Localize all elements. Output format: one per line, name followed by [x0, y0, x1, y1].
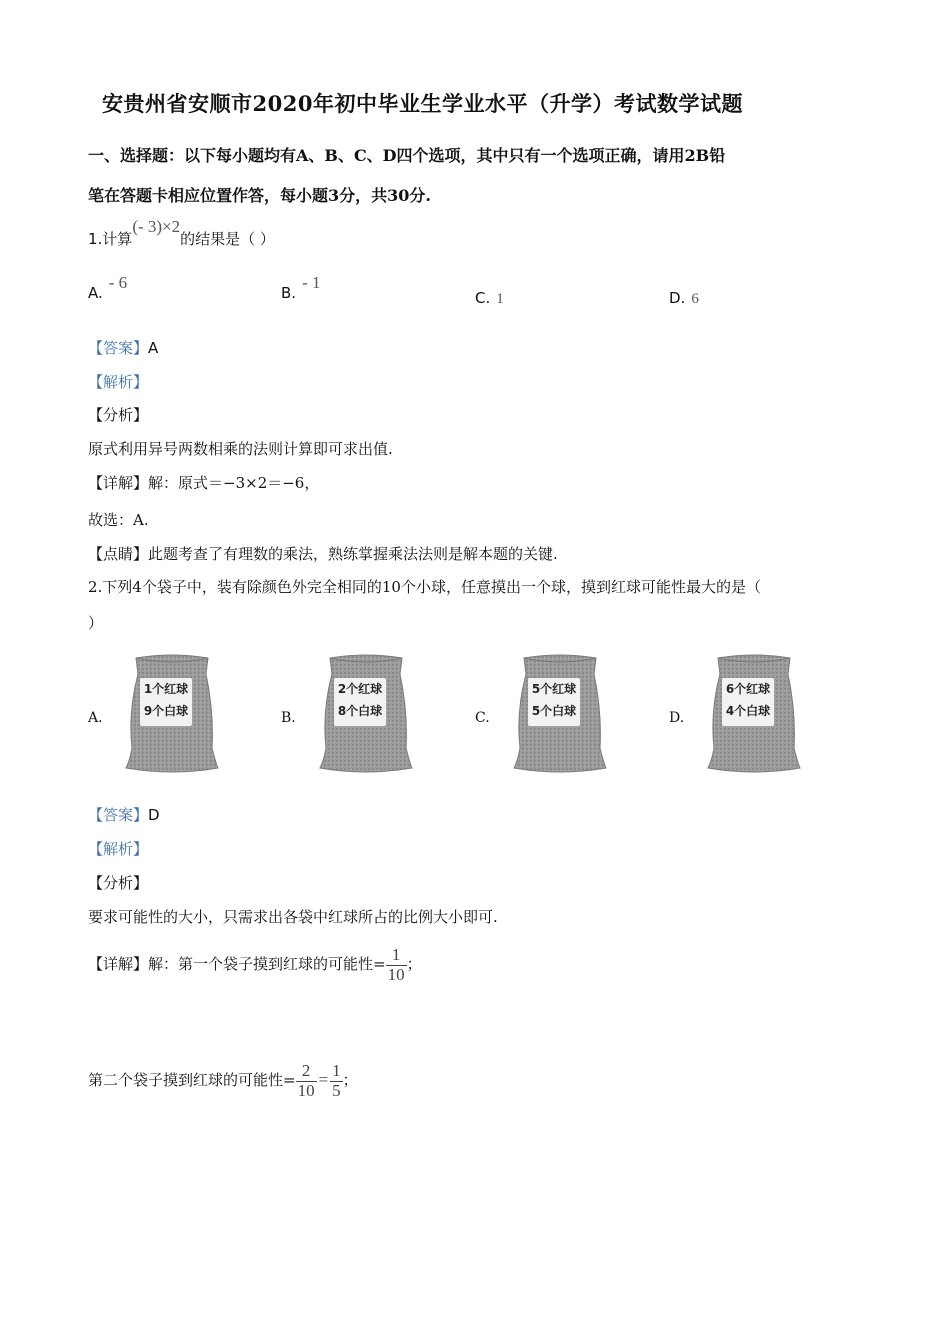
- q2-second-bag: [88, 1062, 358, 1100]
- second-bag-text: 第二个袋子摸到红球的可能性=: [88, 1071, 296, 1090]
- q1-option-a: [88, 273, 128, 303]
- bag-label: [140, 678, 192, 726]
- q1-answer: [88, 337, 158, 358]
- white-ball-count: 8个白球: [337, 704, 383, 718]
- section-instruction-line1: 一、选择题：以下每小题均有A、B、C、D四个选项，其中只有一个选项正确，请用2B铅: [88, 146, 726, 165]
- bag-label: [722, 678, 774, 726]
- q2-option-letter: C.: [475, 710, 490, 726]
- option-value: 6: [691, 291, 699, 307]
- q1-option-b: [281, 273, 321, 303]
- q1-suffix: 的结果是（ ）: [180, 230, 275, 248]
- bag-image: [316, 652, 416, 774]
- q1-dianjing: [88, 543, 558, 564]
- fraction-numerator: 1: [391, 945, 401, 964]
- q1-xiangjie: [88, 472, 319, 493]
- red-ball-count: 2个红球: [337, 682, 383, 696]
- option-letter: B.: [281, 284, 297, 302]
- q2-xiangjie: [88, 946, 422, 984]
- page-title: 安贵州省安顺市2020年初中毕业生学业水平（升学）考试数学试题: [102, 91, 743, 116]
- bag-image: [704, 652, 804, 774]
- q2-fenxi-text: 要求可能性的大小，只需求出各袋中红球所占的比例大小即可.: [88, 908, 498, 926]
- option-value: - 1: [302, 273, 321, 292]
- fraction-numerator: 1: [332, 1061, 341, 1080]
- semicolon: ；: [406, 955, 422, 974]
- q1-analysis-tag: 【解析】: [88, 373, 149, 391]
- answer-value: A: [148, 339, 159, 357]
- q2-option-letter: B.: [281, 710, 296, 726]
- fraction-2-10: [296, 1062, 317, 1100]
- fraction-denominator: 10: [387, 964, 405, 984]
- red-ball-count: 6个红球: [725, 682, 771, 696]
- q1-stem: [88, 217, 275, 249]
- q2-stem-line1: 2.下列4个袋子中，装有除颜色外完全相同的10个小球，任意摸出一个球，摸到红球可能性最大的是（: [88, 578, 761, 596]
- section-instruction-line2: 笔在答题卡相应位置作答，每小题3分，共30分.: [88, 186, 431, 205]
- bag-image: [122, 652, 222, 774]
- q1-option-d: [669, 288, 699, 308]
- q2-option-letter: D.: [669, 710, 685, 726]
- answer-tag: 【答案】: [88, 339, 149, 357]
- dianjing-tag: 【点睛】: [88, 545, 149, 563]
- option-value: 1: [496, 291, 504, 307]
- fraction-1-10: [386, 946, 407, 984]
- red-ball-count: 5个红球: [531, 682, 577, 696]
- xiangjie-tag: 【详解】: [88, 955, 149, 974]
- xiangjie-tag: 【详解】: [88, 474, 149, 492]
- dianjing-text: 此题考查了有理数的乘法，熟练掌握乘法法则是解本题的关键.: [148, 545, 558, 563]
- fraction-numerator: 2: [301, 1061, 311, 1080]
- xiangjie-text: 解：第一个袋子摸到红球的可能性=: [148, 955, 386, 974]
- q2-option-letter: A.: [88, 710, 103, 726]
- q1-expression: (- 3)×2: [132, 217, 181, 236]
- q1-fenxi-tag: 【分析】: [88, 406, 149, 424]
- q2-analysis-tag: 【解析】: [88, 840, 149, 858]
- option-letter: D.: [669, 289, 686, 307]
- white-ball-count: 5个白球: [531, 704, 577, 718]
- red-ball-count: 1个红球: [143, 682, 189, 696]
- option-value: - 6: [108, 273, 128, 292]
- q1-choose: 故选：A.: [88, 511, 149, 529]
- q2-stem-line2: ）: [88, 614, 104, 632]
- xiangjie-text: 解：原式＝−3×2＝−6，: [148, 474, 320, 492]
- q1-option-c: [475, 288, 504, 308]
- answer-tag: 【答案】: [88, 806, 149, 824]
- semicolon: ；: [342, 1071, 358, 1090]
- bag-label: [334, 678, 386, 726]
- fraction-denominator: 5: [332, 1080, 341, 1100]
- q1-fenxi-text: 原式利用异号两数相乘的法则计算即可求出值.: [88, 440, 393, 458]
- q1-prefix: 1.计算: [88, 230, 133, 248]
- bag-image: [510, 652, 610, 774]
- white-ball-count: 9个白球: [143, 704, 189, 718]
- fraction-denominator: 10: [297, 1080, 315, 1100]
- q2-fenxi-tag: 【分析】: [88, 874, 149, 892]
- equals-sign: =: [318, 1070, 329, 1090]
- white-ball-count: 4个白球: [725, 704, 771, 718]
- option-letter: A.: [88, 284, 103, 302]
- bag-label: [528, 678, 580, 726]
- answer-value: D: [148, 806, 160, 824]
- option-letter: C.: [475, 289, 491, 307]
- q2-answer: [88, 804, 160, 825]
- fraction-1-5: [330, 1062, 343, 1100]
